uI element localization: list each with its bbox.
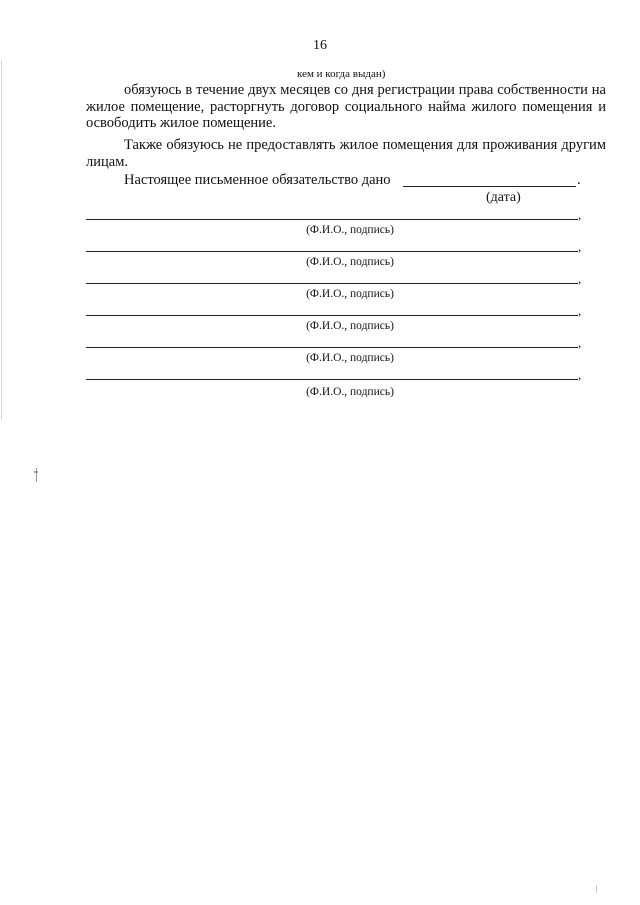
signature-comma: , [578,207,582,222]
signature-comma: , [578,271,582,286]
statement-text: Настоящее письменное обязательство дано [124,172,391,188]
date-terminator: . [577,172,581,188]
signature-line[interactable] [86,219,578,220]
non-provision-paragraph: Также обязуюсь не предоставлять жилое помещения для проживания другим лицам. [86,137,606,170]
signature-line[interactable] [86,251,578,252]
signature-line[interactable] [86,347,578,348]
obligation-paragraph: обязуюсь в течение двух месяцев со дня регистрации права собственности на жилое помещение, расторгнуть договор социального найма жилого помещения и освободить жилое помещение. [86,82,606,131]
signature-caption: (Ф.И.О., подпись) [306,386,394,398]
signature-line[interactable] [86,315,578,316]
signature-caption: (Ф.И.О., подпись) [306,288,394,300]
signature-comma: , [578,303,582,318]
signature-caption: (Ф.И.О., подпись) [306,320,394,332]
date-field[interactable] [403,186,576,187]
scan-speck [596,885,597,893]
signature-caption: (Ф.И.О., подпись) [306,352,394,364]
signature-comma: , [578,335,582,350]
scan-speck [34,471,38,473]
signature-line[interactable] [86,283,578,284]
issued-by-caption: кем и когда выдан) [297,68,386,80]
signature-line[interactable] [86,379,578,380]
signature-comma: , [578,367,582,382]
page-number: 16 [313,38,327,53]
signature-caption: (Ф.И.О., подпись) [306,256,394,268]
signature-comma: , [578,239,582,254]
date-caption: (дата) [486,190,521,205]
scan-edge-mark [1,60,2,420]
signature-caption: (Ф.И.О., подпись) [306,224,394,236]
